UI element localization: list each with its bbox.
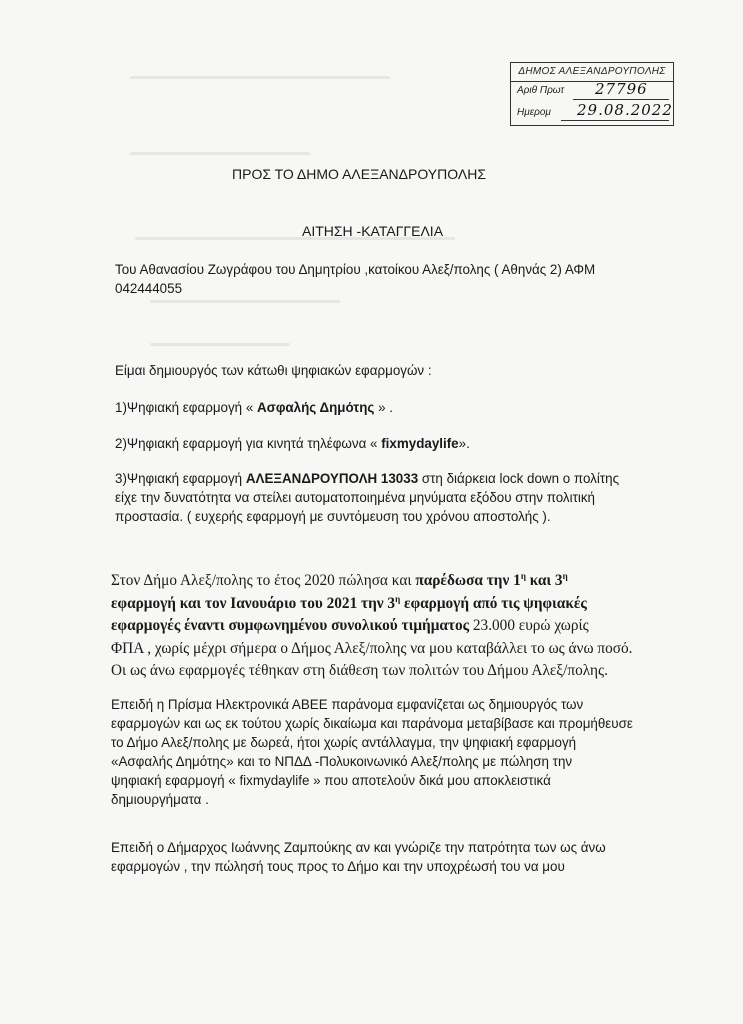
document-title: ΑΙΤΗΣΗ -ΚΑΤΑΓΓΕΛΙΑ — [302, 223, 444, 239]
stamp-header: ΔΗΜΟΣ ΑΛΕΞΑΝΔΡΟΥΠΟΛΗΣ — [511, 63, 673, 82]
prisma-line-3: το Δήμο Αλεξ/πολης με δωρεά, ήτοι χωρίς αντάλλαγμα, την ψηφιακή εφαρμογή — [111, 735, 577, 750]
stamp-date-line — [561, 120, 669, 121]
sender-line-2: 042444055 — [115, 281, 183, 296]
app-item-3-line-1 — [115, 471, 619, 486]
bleed-through-mark — [150, 343, 290, 346]
app-item-3-line-3: προστασία. ( ευχερής εφαρμογή με συντόμευση του χρόνου αποστολής ). — [115, 509, 551, 524]
sale-line-1-a: Στον Δήμο Αλεξ/πολης το έτος 2020 πώλησα και — [111, 572, 416, 590]
sale-line-2-b: εφαρμογή από τις ψηφιακές — [400, 595, 587, 613]
sale-line-2-a: εφαρμογή και τον Ιανουάριο του 2021 την 3 — [111, 595, 396, 613]
sender-line-1: Του Αθανασίου Ζωγράφου του Δημητρίου ,κατοίκου Αλεξ/πολης ( Αθηνάς 2) ΑΦΜ — [115, 262, 596, 277]
sale-line-2 — [111, 594, 587, 613]
stamp-protocol-label: Αριθ Πρωτ — [517, 85, 565, 96]
sale-line-1-sup2: η — [562, 571, 568, 581]
app-item-1-prefix: 1)Ψηφιακή εφαρμογή « — [115, 400, 258, 415]
mayor-line-2: εφαρμογών , την πώλησή τους προς το Δήμο και την υποχρέωσή του να μου — [111, 859, 565, 874]
recipient-heading: ΠΡΟΣ ΤΟ ΔΗΜΟ ΑΛΕΞΑΝΔΡΟΥΠΟΛΗΣ — [232, 166, 486, 182]
prisma-line-4: «Ασφαλής Δημότης» και το ΝΠΔΔ -Πολυκοινωνικό Αλεξ/πολης με πώληση την — [111, 754, 573, 769]
bleed-through-mark — [130, 76, 390, 79]
prisma-line-2: εφαρμογών και ως εκ τούτου χωρίς δικαίωμα και παράνομα μεταβίβασε και προμήθευσε — [111, 716, 633, 731]
stamp-protocol-line — [573, 99, 669, 100]
prisma-line-1: Επειδή η Πρίσμα Ηλεκτρονικά ΑΒΕΕ παράνομα εμφανίζεται ως δημιουργός των — [111, 697, 584, 712]
app-item-1-suffix: » . — [374, 400, 394, 415]
app-item-2-suffix: ». — [458, 436, 470, 451]
app-item-1 — [115, 400, 393, 415]
sale-line-1 — [111, 571, 568, 590]
sale-line-1-c: και 3 — [525, 572, 563, 590]
registry-stamp — [510, 62, 674, 126]
sale-line-3-a: εφαρμογές έναντι συμφωνημένου συνολικού τιμήματος — [111, 617, 470, 634]
app-item-1-name: Ασφαλής Δημότης — [257, 400, 375, 415]
sale-line-2-sup: η — [395, 594, 401, 604]
mayor-line-1: Επειδή ο Δήμαρχος Ιωάννης Ζαμπούκης αν και γνώριζε την πατρότητα των ως άνω — [111, 840, 606, 855]
prisma-line-6: δημιουργήματα . — [111, 792, 209, 807]
app-item-2 — [115, 436, 470, 451]
app-item-3-line-2: είχε την δυνατότητα να στείλει αυτοματοποιημένα μηνύματα εξόδου στην πολιτική — [115, 490, 596, 505]
prisma-line-5: ψηφιακή εφαρμογή « fixmydaylife » που αποτελούν δικά μου αποκλειστικά — [111, 773, 551, 788]
stamp-date-value: 29.08.2022 — [577, 101, 673, 119]
app-item-3-prefix: 3)Ψηφιακή εφαρμογή — [115, 471, 246, 486]
stamp-date-label: Ημερομ — [517, 107, 551, 118]
sale-line-4: ΦΠΑ , χωρίς μέχρι σήμερα ο Δήμος Αλεξ/πολης να μου καταβάλλει το ως άνω ποσό. — [111, 640, 633, 657]
bleed-through-mark — [130, 152, 310, 155]
app-item-2-name: fixmydaylife — [381, 436, 459, 451]
app-item-3-name: ΑΛΕΞΑΝΔΡΟΥΠΟΛΗ 13033 — [245, 471, 419, 486]
app-item-2-prefix: 2)Ψηφιακή εφαρμογή για κινητά τηλέφωνα « — [115, 436, 382, 451]
sale-line-3 — [111, 617, 589, 635]
stamp-protocol-number: 27796 — [595, 80, 648, 98]
sale-line-5: Οι ως άνω εφαρμογές τέθηκαν στη διάθεση των πολιτών του Δήμου Αλεξ/πολης. — [111, 662, 608, 679]
app-item-3-suffix: στη διάρκεια lock down ο πολίτης — [418, 471, 620, 486]
sale-line-1-sup1: η — [520, 571, 526, 581]
sale-line-3-b: 23.000 ευρώ χωρίς — [469, 617, 589, 634]
intro-text: Είμαι δημιουργός των κάτωθι ψηφιακών εφαρμογών : — [115, 363, 432, 378]
bleed-through-mark — [150, 300, 340, 303]
sale-line-1-b: παρέδωσα την 1 — [415, 572, 521, 590]
